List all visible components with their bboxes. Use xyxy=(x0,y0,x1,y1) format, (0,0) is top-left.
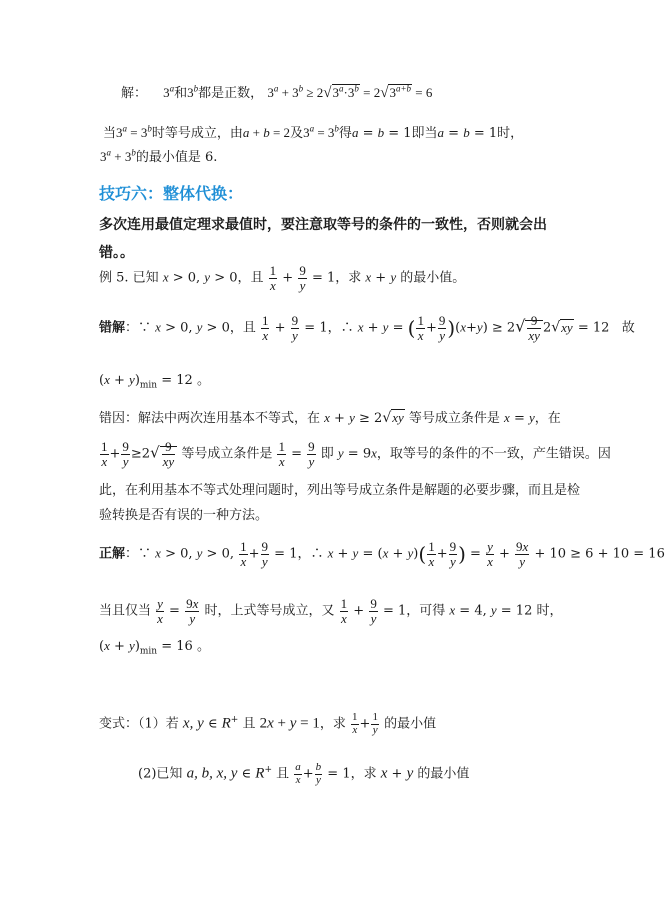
error-cause-line3: 此，在利用基本不等式处理问题时，列出等号成立条件是解题的必要步骤，而且是检 xyxy=(99,483,581,498)
bold-para-line2: 错。。 xyxy=(99,245,134,261)
correct-condition-line: 当且仅当 $\frac{y}{x}$ = $\frac{9x}{y}$ 时，上式等号成立，又 $\frac{1}{x}$ + $\frac{9}{y}$ = 1，可得 x = 4, y = 12 时， xyxy=(99,596,563,626)
min-value-line: $3^a + 3^b$的最小值是 6. xyxy=(100,147,218,165)
variant-2: (2)已知 a, b, x, y ∈ R+ 且 $\frac{a}{x}$ + $\frac{b}{y}$ = 1，求 x + y 的最小值 xyxy=(138,761,470,786)
correct-solution-label: 正解 xyxy=(99,546,126,562)
error-cause-line4: 验转换是否有误的一种方法。 xyxy=(99,508,269,523)
wrong-solution-label: 错解 xyxy=(99,320,126,336)
solution-label: 解： xyxy=(121,86,148,101)
error-cause-line2: $\frac{1}{x}$ + $\frac{9}{y}$ ≥2√ $\frac{9}{xy}$ 等号成立条件是 $\frac{1}{x}$ = $\frac{9}{y}$ 即 y = 9x，取等号的条件的不一致，产生错误。因 xyxy=(101,439,611,469)
section-heading: 技巧六：整体代换： xyxy=(99,184,244,203)
variant-1: 变式：（1）若 x, y ∈ R+ 且 2x + y = 1，求 $\frac{1}{x}$ + $\frac{1}{y}$ 的最小值 xyxy=(99,711,437,736)
correct-result: $(x + y)_{min} = 16$ 。 xyxy=(99,638,210,657)
example-5: 例 5. 已知 x > 0, y > 0，且 $\frac{1}{x}$ + $\frac{9}{y}$ = 1，求 x + y 的最小值。 xyxy=(99,263,466,293)
error-cause-line1: 错因：解法中两次连用基本不等式，在 x + y ≥ 2√xy 等号成立条件是 x = y，在 xyxy=(99,410,561,426)
bold-para-line1: 多次连用最值定理求最值时，要注意取等号的条件的一致性，否则就会出 xyxy=(99,217,547,233)
equality-condition-line: 当$3^a = 3^b$时等号成立，由a + b = 2及$3^a = 3^b$得a = b = 1即当a = b = 1时， xyxy=(103,123,524,141)
correct-solution: 正解：∵ x > 0, y > 0, $\frac{1}{x}$ + $\frac{9}{y}$ = 1，∴ x + y = (x + y)( $\frac{1}{x}$ + $\frac{9}{y}$ ) = $\frac{y}{x}$ + $\frac{9x}{y}$ + 10 ≥ 6 + 10 = 16 xyxy=(99,539,665,569)
wrong-solution: 错解：∵ x > 0, y > 0，且 $\frac{1}{x}$ + $\frac{9}{y}$ = 1，∴ x + y = ( $\frac{1}{x}$ + $\frac{9}{y}$ )(x+y) ≥ 2√ $\frac{9}{xy}$ 2√xy = 12 故 xyxy=(99,313,635,343)
wrong-result: $(x + y)_{min} = 12$ 。 xyxy=(99,372,210,391)
solution-intro: 解： 3$^a$和3$^b$都是正数， $3^a + 3^b \ge 2√3^a\cdot 3^b = 2√3^{a+b} = 6$ xyxy=(121,83,433,101)
